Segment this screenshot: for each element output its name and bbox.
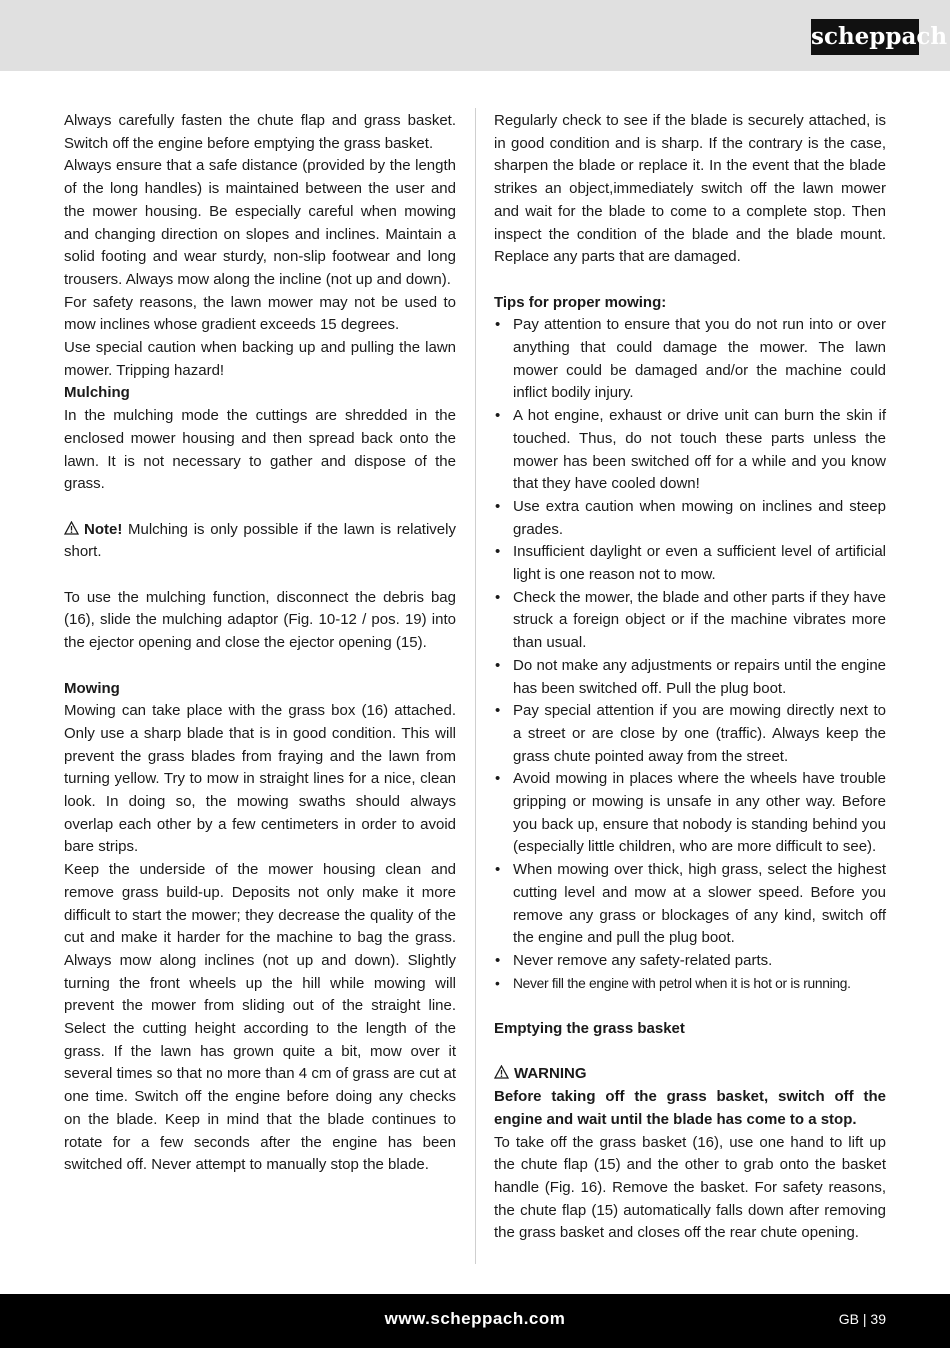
website-link[interactable]: www.scheppach.com (384, 1309, 566, 1328)
list-item: • Check the mower, the blade and other parts if they have struck a foreign object or if the machine vibrates more than usual. (494, 587, 886, 655)
mowing-paragraph-2: Keep the underside of the mower housing clean and remove grass build-up. Deposits not only make it more difficult to start the mower; they decrease the quality of the cut and make it harder for the machine to bag the grass. Always mow along inclines (not up and down). Slightly turning the front wheels up the hill while mowing will prevent the mower from sliding out of the straight line. Select the cutting height according to the length of the grass. If the lawn has grown quite a bit, mow over it several times so that no more than 4 cm of grass are cut at one time. Switch off the engine before doing any checks on the blade. Keep in mind that the blade continues to rotate for a few seconds after the engine has been switched off. Never attempt to manually stop the blade. (64, 861, 456, 1174)
list-item: • Never remove any safety-related parts. (494, 950, 886, 973)
list-item: • Avoid mowing in places where the wheels have trouble gripping or mowing is unsafe in any other way. Before you back up, ensure that nobody is standing behind you (especially little children, who are more difficult to see). (494, 768, 886, 859)
warning-triangle-icon (494, 1065, 509, 1079)
mulching-heading: Mulching (64, 384, 130, 402)
tips-list (494, 314, 886, 995)
safety-paragraph-2: Always ensure that a safe distance (provided by the length of the long handles) is maintained between the user and the mower housing. Be especially careful when mowing and changing direction on slopes and inclines. Maintain a solid footing and wear sturdy, non-slip footwear and long trousers. Always mow along the incline (not up and down). (64, 157, 456, 288)
emptying-text: To take off the grass basket (16), use one hand to lift up the chute flap (15) and the other to grab onto the basket handle (Fig. 16). Remove the basket. For safety reasons, the chute flap (15) automatically falls down after removing the grass basket and closes off the rear chute opening. (494, 1133, 886, 1242)
scheppach-logo: scheppach (811, 19, 919, 55)
safety-paragraph-3: For safety reasons, the lawn mower may not be used to mow inclines whose gradient exceeds 15 degrees. (64, 293, 456, 334)
list-item: • Do not make any adjustments or repairs until the engine has been switched off. Pull the plug boot. (494, 655, 886, 700)
safety-paragraph-1: Always carefully fasten the chute flap and grass basket. Switch off the engine before emptying the grass basket. (64, 112, 456, 152)
list-item: • Insufficient daylight or even a sufficient level of artificial light is one reason not to mow. (494, 541, 886, 586)
list-item: • Pay special attention if you are mowing directly next to a street or are close by one (traffic). Always keep the grass chute pointed away from the street. (494, 700, 886, 768)
mulching-usage: To use the mulching function, disconnect the debris bag (16), slide the mulching adaptor (Fig. 10-12 / pos. 19) into the ejector opening and close the ejector opening (15). (64, 588, 456, 652)
mulching-text: In the mulching mode the cuttings are shredded in the enclosed mower housing and then spread back onto the lawn. It is not necessary to gather and dispose of the grass. (64, 407, 456, 493)
warning-heading (494, 1063, 886, 1086)
column-divider (475, 108, 476, 1264)
left-column (64, 110, 456, 1177)
note-text: Mulching is only possible if the lawn is relatively short. (64, 520, 456, 561)
right-column (494, 110, 886, 1245)
warning-triangle-icon (64, 521, 79, 535)
tips-heading: Tips for proper mowing: (494, 293, 667, 311)
list-item: • Pay attention to ensure that you do not run into or over anything that could damage the mower. The lawn mower could be damaged and/or the machine could inflict bodily injury. (494, 314, 886, 405)
mowing-paragraph-1: Mowing can take place with the grass box (16) attached. Only use a sharp blade that is in good condition. This will prevent the grass blades from fraying and the lawn from turning yellow. Try to mow in straight lines for a nice, clean look. In doing so, the mowing swaths should always overlap each other by a few centimeters in order to avoid bare strips. (64, 702, 456, 856)
page-number: GB | 39 (838, 1311, 886, 1327)
blade-check-paragraph: Regularly check to see if the blade is securely attached, is in good condition and is sharp. If the contrary is the case, sharpen the blade or replace it. In the event that the blade strikes an object,immediately switch off the lawn mower and wait for the blade to come to a complete stop. Then inspect the condition of the blade and the blade mount. Replace any parts that are damaged. (494, 112, 886, 266)
list-item: • When mowing over thick, high grass, select the highest cutting level and mow at a slower speed. Before you remove any grass or blockages of any kind, switch off the engine and pull the plug boot. (494, 859, 886, 950)
emptying-heading: Emptying the grass basket (494, 1020, 685, 1038)
list-item: • Use extra caution when mowing on inclines and steep grades. (494, 496, 886, 541)
list-item: • Never fill the engine with petrol when it is hot or is running. (494, 973, 886, 996)
note-paragraph (64, 519, 456, 564)
page-header (0, 0, 950, 71)
note-label: Note! (84, 520, 123, 538)
list-item: • A hot engine, exhaust or drive unit can burn the skin if touched. Thus, do not touch these parts unless the mower has been switched off for a while and you know that they have cooled down! (494, 405, 886, 496)
safety-paragraph-4: Use special caution when backing up and pulling the lawn mower. Tripping hazard! (64, 339, 456, 379)
warning-text: Before taking off the grass basket, switch off the engine and wait until the blade has come to a stop. (494, 1088, 886, 1128)
mowing-heading: Mowing (64, 679, 120, 697)
warning-label: WARNING (514, 1065, 587, 1083)
page-footer (0, 1294, 950, 1348)
